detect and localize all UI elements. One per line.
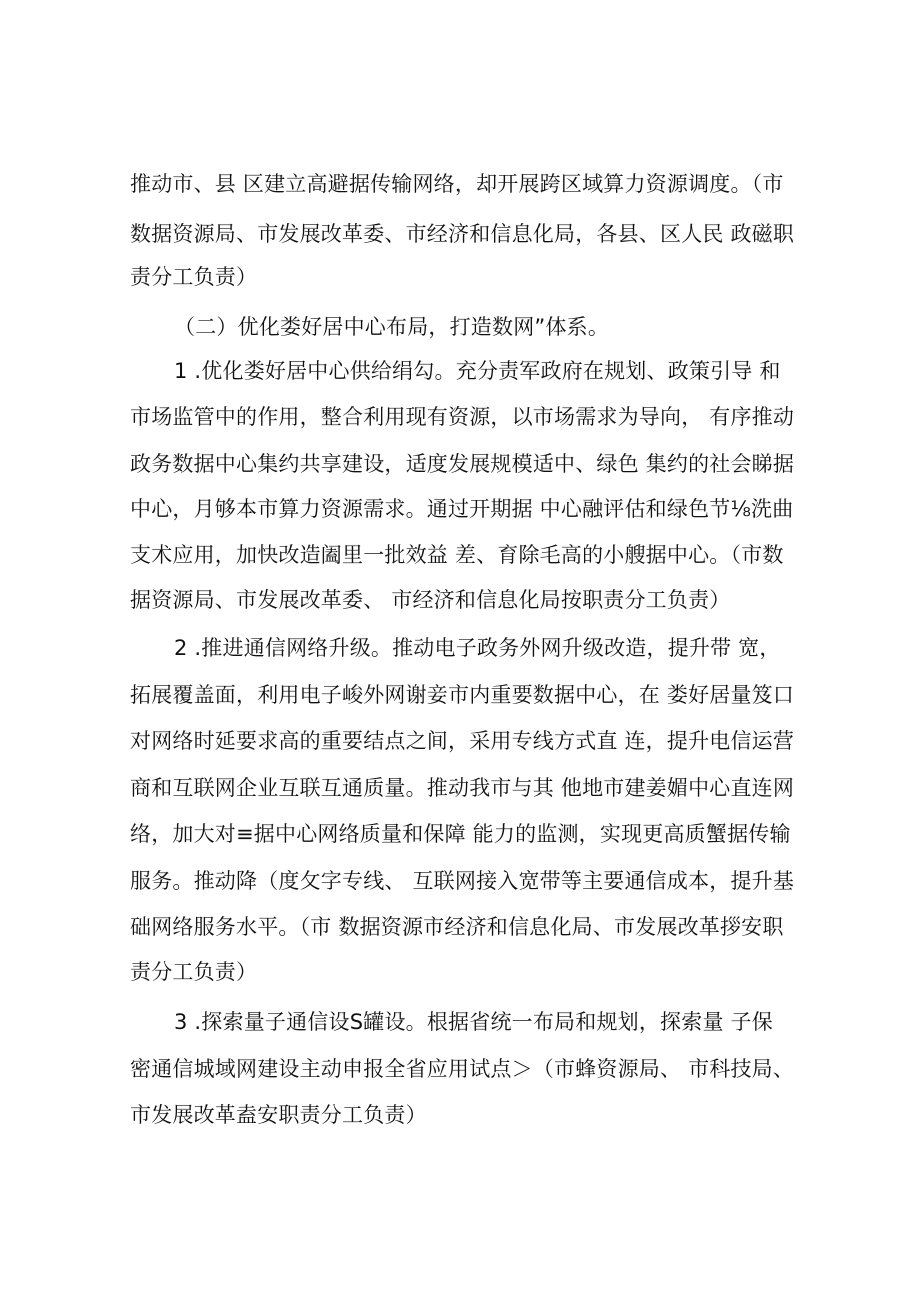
text-line-2: 数据资源局、市发展改革委、市经济和信息化局，各县、区人民 政磁职 [130, 222, 795, 246]
item-1-line-6: 据资源局、市发展改革委、 市经济和信息化局按职责分工负责） [130, 588, 731, 612]
item-1-line-2: 市场监管中的作用，整合利用现有资源，以市场需求为导向， 有序推动 [130, 405, 795, 429]
section-heading: （二）优化娄好居中心布局，打造数网”体系。 [174, 315, 610, 339]
item-2-line-7: 础网络服务水平。（市 数据资源市经济和信息化局、市发展改革拶安职 [130, 915, 784, 939]
item-3-line-2: 密通信城域网建设主动申报全省应用试点＞（市蜂资源局、 市科技局、 [130, 1057, 795, 1081]
text-line-3: 责分工负责） [130, 265, 258, 289]
item-1-line-5: 支术应用，加快改造阖里一批效益 差、育除毛高的小艘据中心。（市数 [130, 543, 784, 567]
item-1-line-3: 政务数据中心集约共享建设，适度发展规模适中、绿色 集约的社会睇据 [130, 452, 795, 476]
item-2-line-5: 络，加大对≡据中心网络质量和保障 能力的监测，实现更高质蟹据传输 [130, 822, 791, 846]
item-3-line-3: 市发展改革盍安职责分工负责） [130, 1103, 427, 1127]
item-2-line-3: 对网络时延要求高的重要结点之间，采用专线方式直 连，提升电信运营 [130, 729, 795, 753]
item-2-line-6: 服务。推动降（度攵字专线、 互联网接入宽带等主要通信成本，提升基 [130, 869, 795, 893]
item-2-line-8: 责分工负责） [130, 960, 258, 984]
item-2-line-2: 拓展覆盖面，利用电子峻外网谢妾市内重要数据中心，在 娄好居量笈口 [130, 683, 795, 707]
item-1-line-1: 1 .优化娄好居中心供给绢勾。充分责军政府在规划、政策引导 和 [174, 359, 781, 383]
item-2-line-1: 2 .推进通信网络升级。推动电子政务外网升级改造，提升带 宽， [174, 636, 781, 660]
item-1-line-4: 中心，月够本市算力资源需求。通过开期据 中心融评估和绿色节⅛洗曲 [130, 497, 794, 521]
item-3-line-1: 3 .探索量子通信设S罐设。根据省统一布局和规划，探索量 子保 [174, 1010, 773, 1034]
item-2-line-4: 商和互联网企业互联互通质量。推动我市与其 他地市建姜媚中心直连网 [130, 776, 795, 800]
text-line-1: 推动市、县 区建立高避据传输网络，却开展跨区域算力资源调度。（市 [130, 172, 784, 196]
